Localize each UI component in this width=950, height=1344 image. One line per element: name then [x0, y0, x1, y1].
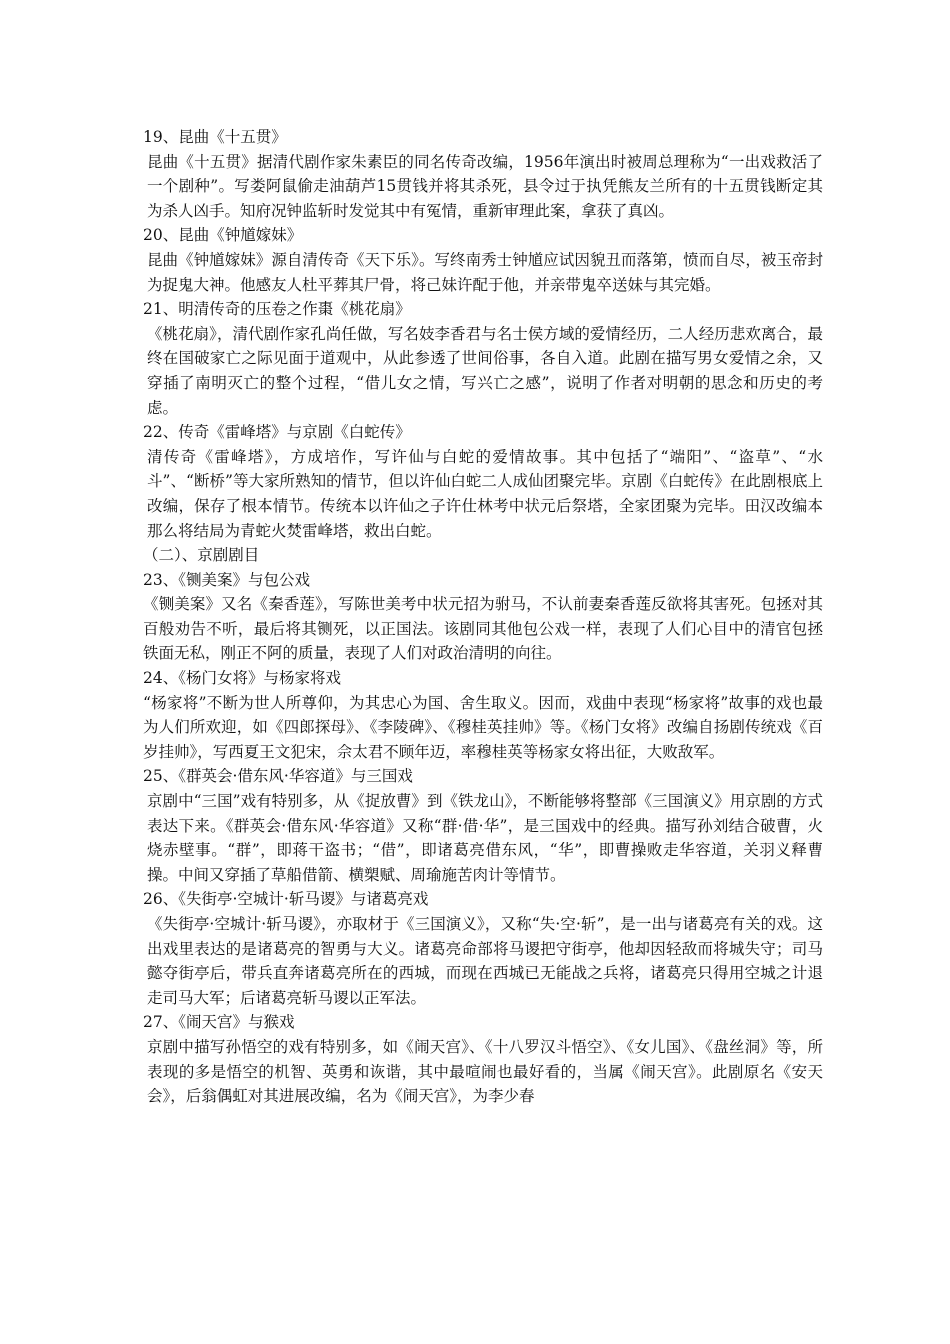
paragraph: 清传奇《雷峰塔》，方成培作，写许仙与白蛇的爱情故事。其中包括了“端阳”、“盗草”、“水斗”、“断桥”等大家所熟知的情节，但以许仙白蛇二人成仙团聚完毕。京剧《白蛇传》在此剧根底上改编，保存了根本情节。传统本以许仙之子许仕林考中状元后祭塔，全家团聚为完毕。田汉改编本那么将结局为青蛇火焚雷峰塔，救出白蛇。	[147, 447, 823, 540]
paragraph: 京剧中描写孙悟空的戏有特别多，如《闹天宫》、《十八罗汉斗悟空》、《女儿国》、《盘丝洞》等，所表现的多是悟空的机智、英勇和诙谐，其中最喧闹也最好看的，当属《闹天宫》。此剧原名《安天会》，后翁偶虹对其进展改编，名为《闹天宫》，为李少春	[147, 1037, 823, 1106]
document-page	[143, 125, 823, 1109]
paragraph: 《失街亭·空城计·斩马谡》，亦取材于《三国演义》，又称“失·空·斩”，是一出与诸葛亮有关的戏。这出戏里表达的是诸葛亮的智勇与大义。诸葛亮命部将马谡把守街亭，他却因轻敌而将城失守；司马懿夺街亭后，带兵直奔诸葛亮所在的西城，而现在西城已无能战之兵将，诸葛亮只得用空城之计退走司马大军；后诸葛亮斩马谡以正军法。	[147, 915, 823, 1007]
paragraph: 《铡美案》又名《秦香莲》，写陈世美考中状元招为驸马，不认前妻秦香莲反欲将其害死。包拯对其百般劝告不听，最后将其铡死，以正国法。该剧同其他包公戏一样，表现了人们心目中的清官包拯铁面无私，刚正不阿的质量，表现了人们对政治清明的向往。	[143, 595, 823, 663]
section-heading: 27、《闹天宫》与猴戏	[143, 1013, 295, 1032]
section-heading: 20、昆曲《钟馗嫁妹》	[143, 226, 303, 245]
paragraph: “杨家将”不断为世人所尊仰，为其忠心为国、舍生取义。因而，戏曲中表现“杨家将”故事的戏也最为人们所欢迎，如《四郎探母》、《李陵碑》、《穆桂英挂帅》等。《杨门女将》改编自扬剧传统戏《百岁挂帅》，写西夏王文犯宋，佘太君不顾年迈，率穆桂英等杨家女将出征，大败敌军。	[143, 693, 823, 761]
section-heading: 23、《铡美案》与包公戏	[143, 570, 310, 589]
paragraph: 京剧中“三国”戏有特别多，从《捉放曹》到《铁龙山》，不断能够将整部《三国演义》用京剧的方式表达下来。《群英会·借东风·华容道》又称“群·借·华”，是三国戏中的经典。描写孙刘结合破曹，火烧赤壁事。“群”，即蒋干盗书；“借”，即诸葛亮借东风，“华”，即曹操败走华容道，关羽义释曹操。中间又穿插了草船借箭、横槊赋、周瑜施苦肉计等情节。	[147, 792, 823, 884]
section-heading: 21、明清传奇的压卷之作棗《桃花扇》	[143, 300, 411, 319]
section-heading: 22、传奇《雷峰塔》与京剧《白蛇传》	[143, 423, 411, 442]
section-heading: 24、《杨门女将》与杨家将戏	[143, 669, 341, 688]
section-heading: 19、昆曲《十五贯》	[143, 128, 287, 146]
section-heading: 25、《群英会·借东风·华容道》与三国戏	[143, 767, 413, 786]
paragraph: 《桃花扇》，清代剧作家孔尚任做，写名妓李香君与名士侯方域的爱情经历，二人经历悲欢离合，最终在国破家亡之际见面于道观中，从此参透了世间俗事，各自入道。此剧在描写男女爱情之余，又穿插了南明灭亡的整个过程，“借儿女之情，写兴亡之感”，说明了作者对明朝的思念和历史的考虑。	[147, 324, 823, 417]
paragraph: 昆曲《十五贯》据清代剧作家朱素臣的同名传奇改编，1956年演出时被周总理称为“一出戏救活了一个剧种”。写娄阿鼠偷走油葫芦15贯钱并将其杀死，县令过于执凭熊友兰所有的十五贯钱断定其为杀人凶手。知府况钟监斩时发觉其中有冤情，重新审理此案，拿获了真凶。	[147, 152, 823, 220]
section-heading: 26、《失街亭·空城计·斩马谡》与诸葛亮戏	[143, 890, 429, 909]
chapter-heading: （二）、京剧剧目	[143, 546, 260, 565]
paragraph: 昆曲《钟馗嫁妹》源自清传奇《天下乐》。写终南秀士钟馗应试因貌丑而落第，愤而自尽，被玉帝封为捉鬼大神。他感友人杜平葬其尸骨，将己妹许配于他，并亲带鬼卒送妹与其完婚。	[147, 250, 823, 294]
